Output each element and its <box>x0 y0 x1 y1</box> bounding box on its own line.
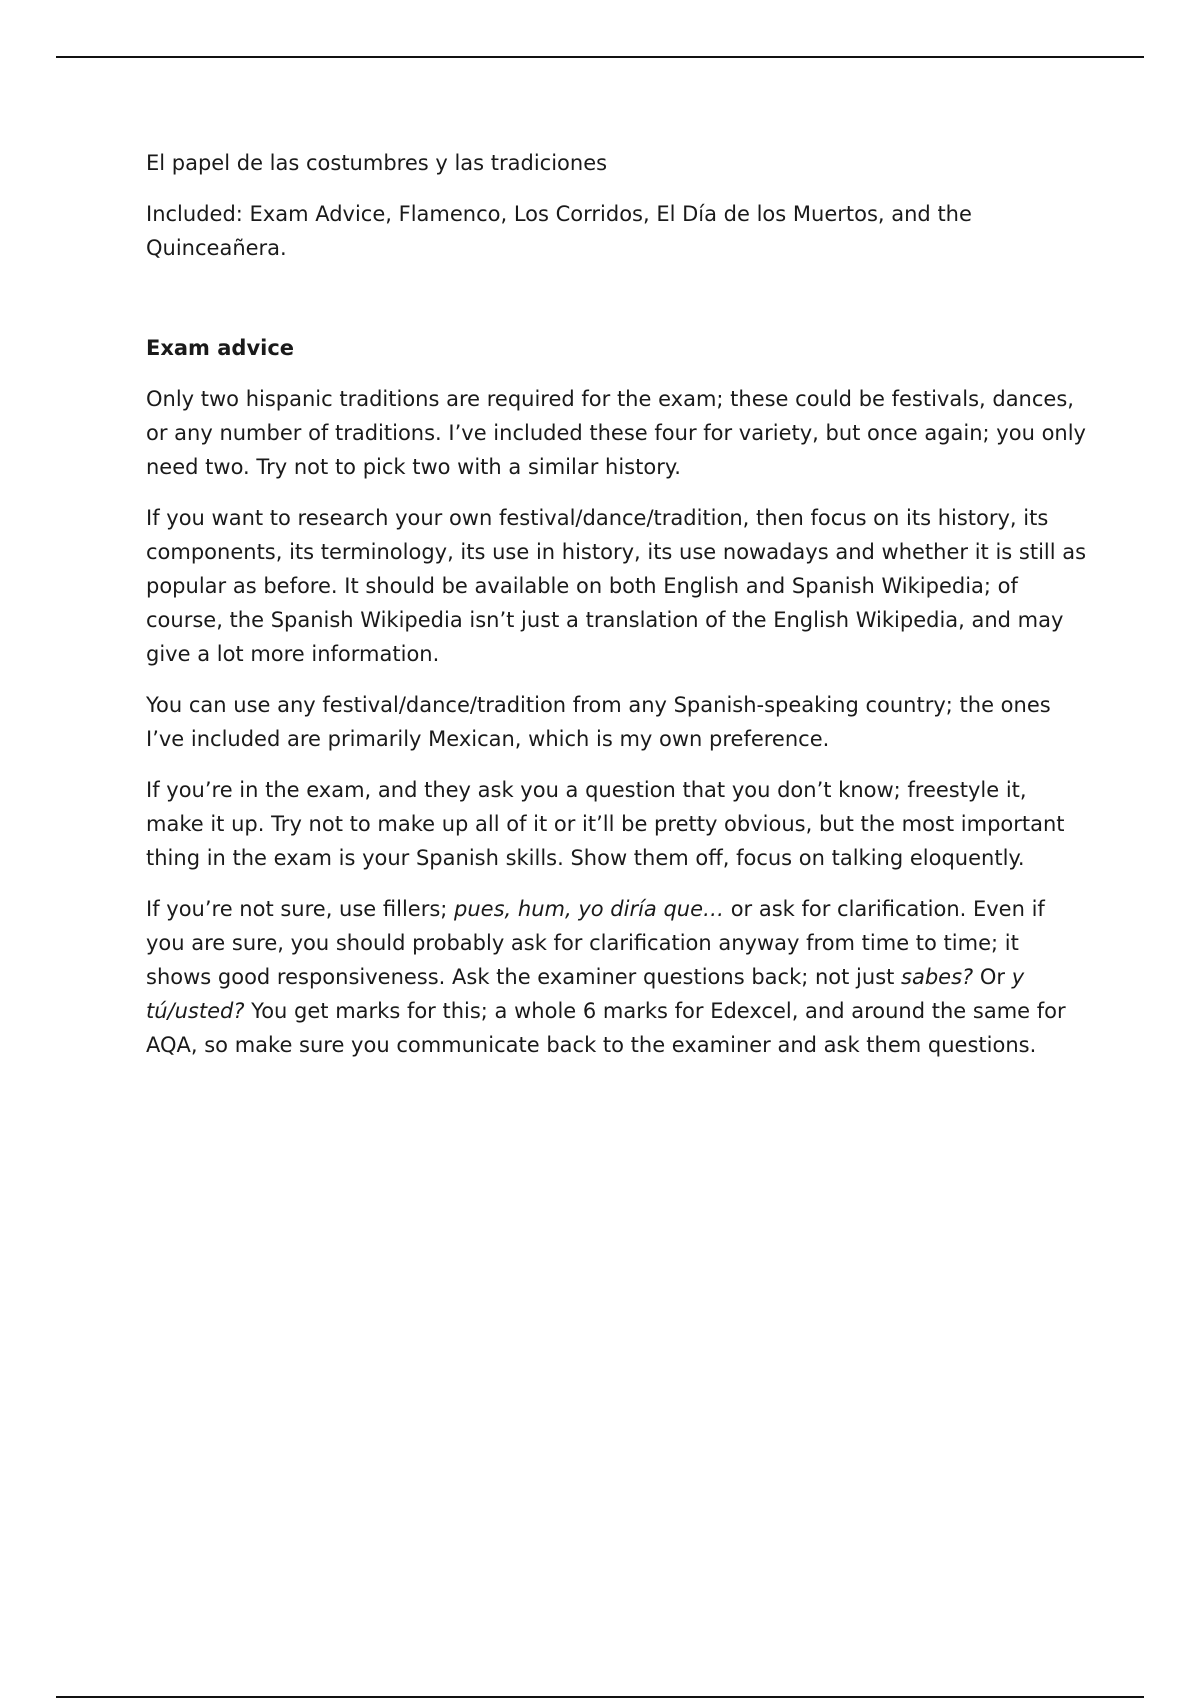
paragraph-text: If you’re not sure, use fillers; <box>146 897 455 921</box>
paragraph-text: or ask for clarification. Even if you are sure, you should probably ask for clarification anyway from time to time; it shows good responsiveness. Ask the examiner questions back; not just <box>146 897 1045 989</box>
question-example: sabes? <box>901 965 974 989</box>
document-body <box>146 146 1090 1079</box>
question-example: y tú/usted? <box>146 965 1025 1023</box>
paragraph-text: Or <box>973 965 1012 989</box>
filler-examples: pues, hum, yo diría que… <box>454 897 725 921</box>
document-title: El papel de las costumbres y las tradiciones <box>146 151 608 175</box>
paragraph <box>146 892 1090 1062</box>
included-topics: Included: Exam Advice, Flamenco, Los Corridos, El Día de los Muertos, and the Quinceañera. <box>146 202 972 260</box>
page-bottom-rule <box>56 1696 1144 1698</box>
paragraph-text: You get marks for this; a whole 6 marks for Edexcel, and around the same for AQA, so make sure you communicate back to the examiner and ask them questions. <box>146 999 1066 1057</box>
paragraph: You can use any festival/dance/tradition from any Spanish-speaking country; the ones I’ve included are primarily Mexican, which is my own preference. <box>146 693 1051 751</box>
page-top-rule <box>56 56 1144 58</box>
paragraph: If you want to research your own festival/dance/tradition, then focus on its history, its components, its terminology, its use in history, its use nowadays and whether it is still as popular as before. It should be available on both English and Spanish Wikipedia; of course, the Spanish Wikipedia isn’t just a translation of the English Wikipedia, and may give a lot more information. <box>146 506 1087 666</box>
paragraph: Only two hispanic traditions are required for the exam; these could be festivals, dances, or any number of traditions. I’ve included these four for variety, but once again; you only need two. Try not to pick two with a similar history. <box>146 387 1086 479</box>
section-heading: Exam advice <box>146 336 295 360</box>
paragraph: If you’re in the exam, and they ask you a question that you don’t know; freestyle it, make it up. Try not to make up all of it or it’ll be pretty obvious, but the most important thing in the exam is your Spanish skills. Show them off, focus on talking eloquently. <box>146 778 1065 870</box>
